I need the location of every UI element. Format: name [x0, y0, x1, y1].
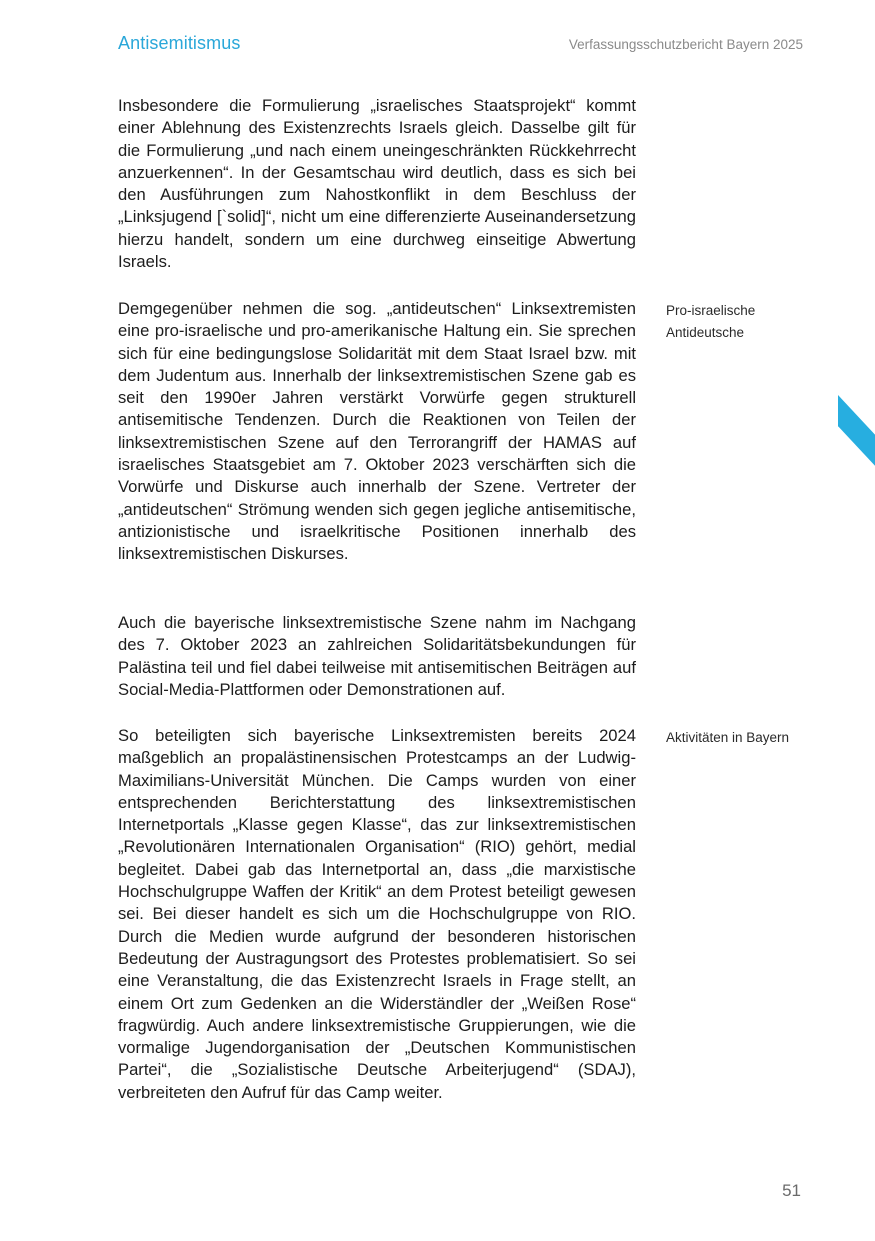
- body-paragraph: Auch die bayerische linksextremistische Szene nahm im Nachgang des 7. Oktober 2023 an zahlreichen Solidaritätsbekundungen für Palästina teil und fiel dabei teilweise mit antisemitischen Beiträgen auf Social-Media-Plattformen oder Demonstrationen auf.: [118, 613, 636, 699]
- chapter-tab-marker: [838, 395, 875, 469]
- body-paragraph: Insbesondere die Formulierung „israelisches Staatsprojekt“ kommt einer Ablehnung des Existenzrechts Israels gleich. Dasselbe gilt für die Formulierung „und nach einem uneingeschränkten Rückkehrrecht anzuerkennen“. In der Gesamtschau wird deutlich, dass es sich bei den Ausführungen zum Nahostkonflikt in dem Beschluss der „Linksjugend [`solid]“, nicht um eine differenzierte Auseinandersetzung hierzu handelt, sondern um eine durchweg einseitige Abwertung Israels.: [118, 96, 636, 272]
- margin-note-aktivitaeten-in-bayern: Aktivitäten in Bayern: [666, 730, 790, 745]
- running-header-publication: Verfassungsschutzbericht Bayern 2025: [568, 37, 803, 52]
- margin-note-pro-israelische-antideutsche: Pro-israelische Antideutsche: [666, 303, 756, 340]
- running-header-title: Antisemitismus: [118, 33, 241, 53]
- body-paragraph: So beteiligten sich bayerische Linksextremisten bereits 2024 maßgeblich an propalästinensischen Protestcamps an der Ludwig-Maximilians-Universität München. Die Camps wurden von einer entsprechenden Berichterstattung des linksextremistischen Internetportals „Klasse gegen Klasse“, das zur linksextremistischen „Revolutionären Internationalen Organisation“ (RIO) gehört, medial begleitet. Dabei gab das Internetportal an, dass „die marxistische Hochschulgruppe Waffen der Kritik“ an dem Protest beteiligt gewesen sei. Bei dieser handelt es sich um die Hochschulgruppe von RIO. Durch die Medien wurde aufgrund der besonderen historischen Bedeutung der Austragungsort des Protestes problematisiert. So sei eine Veranstaltung, die das Existenzrecht Israels in Frage stellt, an einem Ort zum Gedenken an die Widerständler der „Weißen Rose“ fragwürdig. Auch andere linksextremistische Gruppierungen, wie die vormalige Jugendorganisation der „Deutschen Kommunistischen Partei“, die „Sozialistische Deutsche Arbeiterjugend“ (SDAJ), verbreiteten den Aufruf für das Camp weiter.: [118, 726, 636, 1102]
- body-paragraph: Demgegenüber nehmen die sog. „antideutschen“ Linksextremisten eine pro-israelische und pro-amerikanische Haltung ein. Sie sprechen sich für eine bedingungslose Solidarität mit dem Staat Israel bzw. mit dem Judentum aus. Innerhalb der linksextremistischen Szene gab es seit den 1990er Jahren verstärkt Vorwürfe gegen strukturell antisemitische Tendenzen. Durch die Reaktionen von Teilen der linksextremistischen Szene auf den Terrorangriff der HAMAS auf israelisches Staatsgebiet am 7. Oktober 2023 verschärften sich die Vorwürfe und Diskurse auch innerhalb der Szene. Vertreter der „antideutschen“ Strömung wenden sich gegen jegliche antisemitische, antizionistische und israelkritische Positionen innerhalb des linksextremistischen Diskurses.: [118, 299, 636, 564]
- page-number: 51: [782, 1181, 801, 1200]
